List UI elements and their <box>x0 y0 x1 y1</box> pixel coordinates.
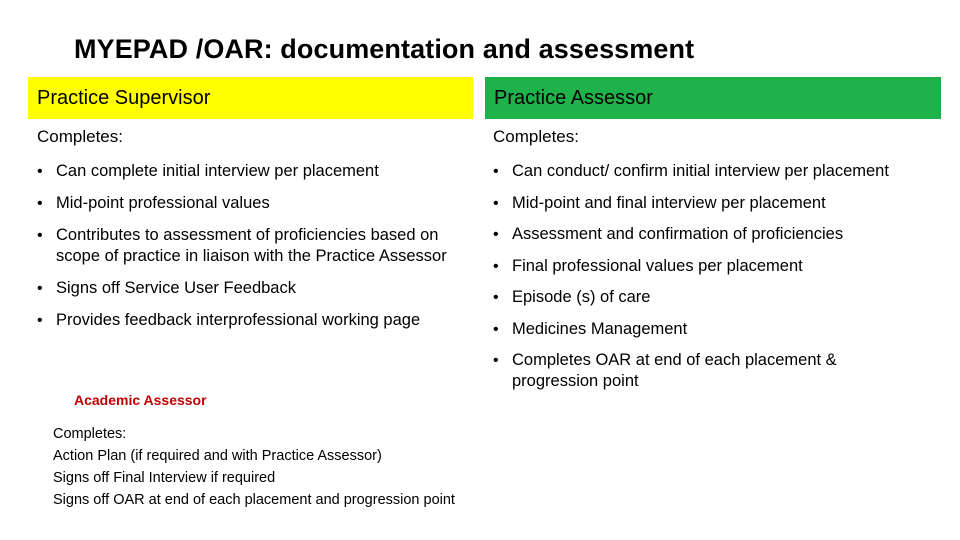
list-item <box>493 193 893 214</box>
list-item-text: Mid-point and final interview per placement <box>512 193 826 212</box>
list-item <box>493 224 893 245</box>
assessor-completes-label: Completes: <box>493 127 579 146</box>
list-item-text: Episode (s) of care <box>512 288 651 306</box>
list-item <box>37 310 467 331</box>
supervisor-duties-list <box>37 161 467 342</box>
list-item <box>37 225 467 267</box>
list-item <box>37 161 467 182</box>
assessor-header <box>485 77 941 119</box>
list-item <box>37 193 467 214</box>
list-item-text: Signs off Service User Feedback <box>56 279 296 297</box>
list-item-text: Can complete initial interview per placement <box>56 162 379 180</box>
bullet-icon: • <box>493 163 499 180</box>
list-item <box>493 319 893 340</box>
list-item-text: Final professional values per placement <box>512 256 803 275</box>
list-item-text: Contributes to assessment of proficiencies based on scope of practice in liaison with the Practice Assessor <box>56 226 447 265</box>
assessor-header-label: Practice Assessor <box>494 86 653 109</box>
academic-line: Signs off Final Interview if required <box>53 470 276 486</box>
bullet-icon: • <box>37 280 43 297</box>
assessor-duties-list <box>493 161 893 403</box>
list-item-text: Medicines Management <box>512 319 688 338</box>
academic-duties <box>53 423 455 511</box>
bullet-icon: • <box>493 257 499 275</box>
list-item-text: Provides feedback interprofessional working page <box>56 311 421 329</box>
bullet-icon: • <box>493 226 499 243</box>
list-item-text: Mid-point professional values <box>56 194 270 212</box>
page-title: MYEPAD /OAR: documentation and assessment <box>74 34 695 64</box>
list-item <box>493 161 893 182</box>
academic-line: Completes: <box>53 426 127 442</box>
list-item-text: Assessment and confirmation of proficiencies <box>512 225 844 243</box>
list-item <box>493 256 893 277</box>
academic-assessor-label: Academic Assessor <box>74 392 207 408</box>
list-item-text: Can conduct/ confirm initial interview per placement <box>512 162 889 180</box>
bullet-icon: • <box>37 227 43 244</box>
academic-line: Signs off OAR at end of each placement and progression point <box>53 492 455 508</box>
academic-line: Action Plan (if required and with Practice Assessor) <box>53 448 382 464</box>
supervisor-header <box>28 77 473 119</box>
supervisor-completes-label: Completes: <box>37 127 123 146</box>
bullet-icon: • <box>493 352 499 369</box>
list-item <box>493 350 893 392</box>
bullet-icon: • <box>493 289 499 306</box>
bullet-icon: • <box>37 312 43 329</box>
bullet-icon: • <box>37 195 43 212</box>
list-item-text: Completes OAR at end of each placement & progression point <box>512 351 837 390</box>
list-item <box>493 287 893 308</box>
bullet-icon: • <box>37 163 43 180</box>
supervisor-header-label: Practice Supervisor <box>37 86 211 109</box>
list-item <box>37 278 467 299</box>
bullet-icon: • <box>493 194 499 212</box>
bullet-icon: • <box>493 320 499 338</box>
